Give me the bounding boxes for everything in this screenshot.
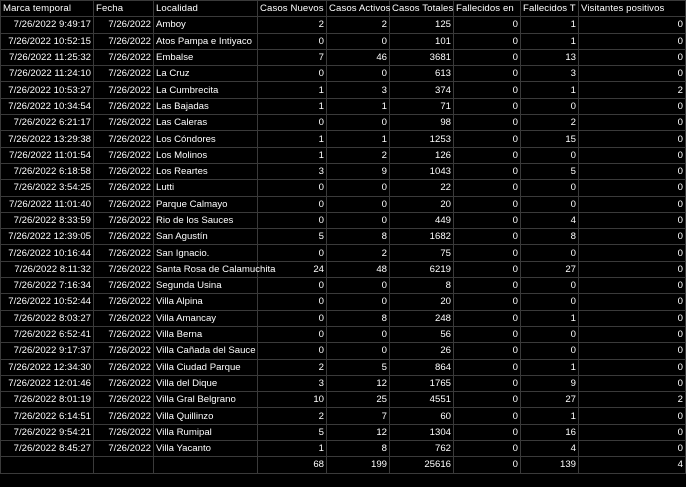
table-cell[interactable]: 7/26/2022 8:03:27 xyxy=(1,310,94,326)
table-cell[interactable]: 1 xyxy=(521,310,579,326)
table-row xyxy=(1,82,686,98)
table-row xyxy=(1,245,686,261)
table-cell[interactable]: 7/26/2022 xyxy=(94,196,154,212)
table-cell[interactable]: 0 xyxy=(521,147,579,163)
table-cell[interactable]: 126 xyxy=(390,147,454,163)
total-casos-activos[interactable]: 199 xyxy=(327,457,390,473)
table-cell[interactable]: Embalse xyxy=(154,49,258,65)
header-fallecidos-t[interactable]: Fallecidos T xyxy=(521,1,579,17)
table-cell[interactable]: 0 xyxy=(579,261,686,277)
table-cell[interactable]: 0 xyxy=(258,212,327,228)
table-cell[interactable]: 8 xyxy=(327,310,390,326)
table-cell[interactable]: Los Reartes xyxy=(154,163,258,179)
table-cell[interactable]: 864 xyxy=(390,359,454,375)
table-cell[interactable]: Lutti xyxy=(154,180,258,196)
table-cell[interactable]: 0 xyxy=(579,310,686,326)
table-row xyxy=(1,392,686,408)
table-cell[interactable]: 7/26/2022 xyxy=(94,49,154,65)
table-cell[interactable]: 2 xyxy=(579,392,686,408)
table-cell[interactable]: 7/26/2022 xyxy=(94,310,154,326)
table-row xyxy=(1,115,686,131)
table-cell[interactable]: 0 xyxy=(579,278,686,294)
table-cell[interactable]: 7/26/2022 8:11:32 xyxy=(1,261,94,277)
table-cell[interactable]: 2 xyxy=(258,17,327,33)
table-cell[interactable]: 0 xyxy=(579,294,686,310)
table-cell[interactable]: 7/26/2022 xyxy=(94,326,154,342)
table-cell[interactable]: 0 xyxy=(521,98,579,114)
table-cell[interactable]: 4551 xyxy=(390,392,454,408)
table-cell[interactable]: 0 xyxy=(327,180,390,196)
table-cell[interactable]: 2 xyxy=(327,17,390,33)
table-cell[interactable]: 0 xyxy=(579,66,686,82)
table-cell[interactable]: 7/26/2022 12:39:05 xyxy=(1,229,94,245)
table-cell[interactable]: 7/26/2022 xyxy=(94,131,154,147)
table-cell[interactable]: 0 xyxy=(454,163,521,179)
table-cell[interactable]: 7/26/2022 8:45:27 xyxy=(1,441,94,457)
table-cell[interactable]: 7/26/2022 8:33:59 xyxy=(1,212,94,228)
table-cell[interactable]: 0 xyxy=(521,326,579,342)
table-cell[interactable]: 1 xyxy=(327,98,390,114)
table-cell[interactable]: Las Caleras xyxy=(154,115,258,131)
table-cell[interactable]: 1682 xyxy=(390,229,454,245)
table-cell[interactable]: 0 xyxy=(454,441,521,457)
table-cell[interactable]: 0 xyxy=(521,278,579,294)
table-row xyxy=(1,131,686,147)
table-cell[interactable]: 7/26/2022 6:18:58 xyxy=(1,163,94,179)
table-cell[interactable]: 0 xyxy=(454,229,521,245)
table-cell[interactable]: 3 xyxy=(258,163,327,179)
table-cell[interactable]: 3 xyxy=(258,375,327,391)
table-cell[interactable]: Rio de los Sauces xyxy=(154,212,258,228)
table-cell[interactable]: 56 xyxy=(390,326,454,342)
table-cell[interactable]: 7/26/2022 11:01:54 xyxy=(1,147,94,163)
table-cell[interactable]: 0 xyxy=(579,375,686,391)
table-cell[interactable]: 22 xyxy=(390,180,454,196)
table-cell[interactable]: 0 xyxy=(454,278,521,294)
table-cell[interactable]: 9 xyxy=(521,375,579,391)
table-row xyxy=(1,147,686,163)
table-cell[interactable]: 7/26/2022 xyxy=(94,392,154,408)
table-row xyxy=(1,196,686,212)
table-cell[interactable]: 7/26/2022 11:25:32 xyxy=(1,49,94,65)
table-cell[interactable]: 0 xyxy=(579,408,686,424)
table-cell[interactable]: 7/26/2022 xyxy=(94,212,154,228)
table-cell[interactable]: 1 xyxy=(258,82,327,98)
table-cell[interactable]: 0 xyxy=(327,278,390,294)
table-cell[interactable]: 9 xyxy=(327,163,390,179)
table-cell[interactable]: 7/26/2022 xyxy=(94,424,154,440)
table-cell[interactable]: 7/26/2022 xyxy=(94,261,154,277)
table-cell[interactable]: 20 xyxy=(390,294,454,310)
table-cell[interactable]: 0 xyxy=(454,294,521,310)
table-cell[interactable]: 613 xyxy=(390,66,454,82)
table-cell[interactable]: 71 xyxy=(390,98,454,114)
table-cell[interactable]: Atos Pampa e Intiyaco xyxy=(154,33,258,49)
table-cell[interactable]: 2 xyxy=(521,115,579,131)
table-cell[interactable]: 0 xyxy=(454,375,521,391)
table-cell[interactable]: 46 xyxy=(327,49,390,65)
table-cell[interactable]: 0 xyxy=(454,131,521,147)
table-cell[interactable]: 0 xyxy=(258,66,327,82)
table-cell[interactable]: 1 xyxy=(258,147,327,163)
header-visitantes-positivos[interactable]: Visitantes positivos xyxy=(579,1,686,17)
table-cell[interactable]: 0 xyxy=(579,17,686,33)
table-cell[interactable]: Villa Amancay xyxy=(154,310,258,326)
table-row xyxy=(1,229,686,245)
table-row xyxy=(1,441,686,457)
table-cell[interactable]: 13 xyxy=(521,49,579,65)
table-cell[interactable]: 0 xyxy=(258,196,327,212)
table-cell[interactable]: 0 xyxy=(579,131,686,147)
header-localidad[interactable]: Localidad xyxy=(154,1,258,17)
header-fecha[interactable]: Fecha xyxy=(94,1,154,17)
table-cell[interactable]: 7/26/2022 xyxy=(94,180,154,196)
table-cell[interactable]: 0 xyxy=(454,98,521,114)
table-row xyxy=(1,424,686,440)
table-cell[interactable]: 0 xyxy=(454,212,521,228)
table-row xyxy=(1,375,686,391)
table-cell[interactable]: 0 xyxy=(579,229,686,245)
table-cell[interactable]: Los Molinos xyxy=(154,147,258,163)
header-casos-activos[interactable]: Casos Activos xyxy=(327,1,390,17)
table-cell[interactable]: 7/26/2022 9:17:37 xyxy=(1,343,94,359)
table-cell[interactable]: 7/26/2022 xyxy=(94,245,154,261)
table-cell[interactable]: 5 xyxy=(521,163,579,179)
table-cell[interactable]: 27 xyxy=(521,392,579,408)
table-cell[interactable]: 7/26/2022 3:54:25 xyxy=(1,180,94,196)
table-cell[interactable]: 1253 xyxy=(390,131,454,147)
table-cell[interactable]: 0 xyxy=(579,212,686,228)
table-cell[interactable]: 0 xyxy=(454,326,521,342)
table-cell[interactable]: 7/26/2022 xyxy=(94,375,154,391)
table-row xyxy=(1,359,686,375)
table-cell[interactable]: La Cumbrecita xyxy=(154,82,258,98)
table-cell[interactable]: 12 xyxy=(327,424,390,440)
table-cell[interactable]: 7/26/2022 8:01:19 xyxy=(1,392,94,408)
table-cell[interactable]: 7/26/2022 xyxy=(94,441,154,457)
table-cell[interactable]: 8 xyxy=(327,229,390,245)
table-cell[interactable]: 0 xyxy=(454,147,521,163)
table-cell[interactable]: 7/26/2022 6:52:41 xyxy=(1,326,94,342)
table-cell[interactable]: 0 xyxy=(327,294,390,310)
table-cell[interactable]: 7/26/2022 xyxy=(94,163,154,179)
header-marca-temporal[interactable]: Marca temporal xyxy=(1,1,94,17)
table-cell[interactable]: 5 xyxy=(327,359,390,375)
table-cell[interactable]: 0 xyxy=(454,49,521,65)
table-row xyxy=(1,66,686,82)
table-cell[interactable]: 0 xyxy=(454,82,521,98)
table-cell[interactable]: 2 xyxy=(327,245,390,261)
table-cell[interactable]: 0 xyxy=(579,326,686,342)
table-cell[interactable]: 0 xyxy=(579,163,686,179)
table-cell[interactable]: 0 xyxy=(258,294,327,310)
table-cell[interactable]: 7 xyxy=(327,408,390,424)
table-cell[interactable]: 7/26/2022 xyxy=(94,359,154,375)
table-cell[interactable]: 5 xyxy=(258,229,327,245)
table-cell[interactable]: 0 xyxy=(579,115,686,131)
table-cell[interactable]: Villa Quillinzo xyxy=(154,408,258,424)
table-cell[interactable]: 7/26/2022 xyxy=(94,294,154,310)
table-cell[interactable]: 0 xyxy=(454,408,521,424)
table-cell[interactable]: 0 xyxy=(327,343,390,359)
table-cell[interactable]: 0 xyxy=(258,245,327,261)
table-cell[interactable]: 0 xyxy=(454,343,521,359)
table-cell[interactable]: 1043 xyxy=(390,163,454,179)
table-cell[interactable]: 2 xyxy=(579,82,686,98)
header-fallecidos-en[interactable]: Fallecidos en xyxy=(454,1,521,17)
table-cell[interactable]: 7/26/2022 xyxy=(94,343,154,359)
table-cell[interactable]: 762 xyxy=(390,441,454,457)
table-cell[interactable]: 0 xyxy=(454,359,521,375)
table-row xyxy=(1,212,686,228)
table-cell[interactable]: 2 xyxy=(258,408,327,424)
table-cell[interactable]: 7/26/2022 9:54:21 xyxy=(1,424,94,440)
table-cell[interactable]: Villa Ciudad Parque xyxy=(154,359,258,375)
table-cell[interactable]: 0 xyxy=(258,278,327,294)
table-cell[interactable]: San Ignacio. xyxy=(154,245,258,261)
table-row xyxy=(1,33,686,49)
table-cell[interactable]: 15 xyxy=(521,131,579,147)
table-cell[interactable]: 7/26/2022 12:34:30 xyxy=(1,359,94,375)
table-cell[interactable]: 3681 xyxy=(390,49,454,65)
table-cell[interactable]: Parque Calmayo xyxy=(154,196,258,212)
table-cell[interactable] xyxy=(1,457,94,473)
table-row xyxy=(1,310,686,326)
table-row xyxy=(1,343,686,359)
table-cell[interactable]: 26 xyxy=(390,343,454,359)
table-cell[interactable]: 7/26/2022 7:16:34 xyxy=(1,278,94,294)
table-cell[interactable]: 7/26/2022 12:01:46 xyxy=(1,375,94,391)
table-cell[interactable]: 1 xyxy=(521,17,579,33)
table-cell[interactable]: 0 xyxy=(454,261,521,277)
total-casos-nuevos[interactable]: 68 xyxy=(258,457,327,473)
table-cell[interactable]: 1 xyxy=(521,359,579,375)
table-cell[interactable]: 3 xyxy=(327,82,390,98)
table-cell[interactable]: 0 xyxy=(327,196,390,212)
table-cell[interactable]: 7/26/2022 xyxy=(94,147,154,163)
table-cell[interactable]: 1304 xyxy=(390,424,454,440)
table-cell[interactable]: 7/26/2022 9:49:17 xyxy=(1,17,94,33)
table-cell[interactable]: 0 xyxy=(258,115,327,131)
table-row xyxy=(1,294,686,310)
table-cell[interactable]: 0 xyxy=(579,33,686,49)
totals-row xyxy=(1,457,686,473)
table-cell[interactable]: 0 xyxy=(327,212,390,228)
table-cell[interactable]: 98 xyxy=(390,115,454,131)
total-casos-totales[interactable]: 25616 xyxy=(390,457,454,473)
table-cell[interactable]: 8 xyxy=(521,229,579,245)
table-cell[interactable]: 7/26/2022 xyxy=(94,229,154,245)
table-row xyxy=(1,163,686,179)
table-cell[interactable]: 0 xyxy=(579,147,686,163)
table-cell[interactable]: 7/26/2022 xyxy=(94,33,154,49)
table-cell[interactable]: 0 xyxy=(579,441,686,457)
table-cell[interactable]: 0 xyxy=(521,343,579,359)
table-cell[interactable]: San Agustín xyxy=(154,229,258,245)
table-cell[interactable]: 2 xyxy=(327,147,390,163)
table-cell[interactable]: 0 xyxy=(579,98,686,114)
table-cell[interactable]: 0 xyxy=(258,180,327,196)
table-cell[interactable]: 20 xyxy=(390,196,454,212)
table-row xyxy=(1,49,686,65)
table-row xyxy=(1,326,686,342)
table-cell[interactable]: 1 xyxy=(521,82,579,98)
table-cell[interactable]: 0 xyxy=(579,245,686,261)
table-cell[interactable]: 7/26/2022 xyxy=(94,115,154,131)
table-cell[interactable]: 7/26/2022 10:34:54 xyxy=(1,98,94,114)
table-cell[interactable]: 0 xyxy=(521,294,579,310)
table-cell[interactable]: Villa Rumipal xyxy=(154,424,258,440)
table-cell[interactable]: 3 xyxy=(521,66,579,82)
table-cell[interactable]: 0 xyxy=(454,392,521,408)
total-fallecidos-t[interactable]: 139 xyxy=(521,457,579,473)
table-cell[interactable]: 48 xyxy=(327,261,390,277)
table-cell[interactable]: 101 xyxy=(390,33,454,49)
header-row xyxy=(1,1,686,17)
table-cell[interactable]: 0 xyxy=(258,33,327,49)
table-cell[interactable]: 0 xyxy=(579,196,686,212)
table-cell[interactable]: 0 xyxy=(454,245,521,261)
header-casos-nuevos[interactable]: Casos Nuevos xyxy=(258,1,327,17)
table-cell[interactable]: 0 xyxy=(327,33,390,49)
table-cell[interactable]: 0 xyxy=(327,66,390,82)
table-cell[interactable]: 7/26/2022 11:24:10 xyxy=(1,66,94,82)
table-cell[interactable]: 248 xyxy=(390,310,454,326)
table-cell[interactable]: 0 xyxy=(454,66,521,82)
table-cell[interactable]: 0 xyxy=(521,196,579,212)
table-cell[interactable]: 16 xyxy=(521,424,579,440)
table-cell[interactable]: 7/26/2022 10:53:27 xyxy=(1,82,94,98)
table-cell[interactable]: 25 xyxy=(327,392,390,408)
table-cell[interactable]: 1 xyxy=(327,131,390,147)
table-cell[interactable] xyxy=(154,457,258,473)
table-row xyxy=(1,261,686,277)
table-cell[interactable]: 7/26/2022 11:01:40 xyxy=(1,196,94,212)
table-cell[interactable]: Las Bajadas xyxy=(154,98,258,114)
table-cell[interactable]: 0 xyxy=(327,326,390,342)
table-cell[interactable]: 5 xyxy=(258,424,327,440)
table-cell[interactable]: 60 xyxy=(390,408,454,424)
table-cell[interactable]: 0 xyxy=(521,245,579,261)
table-cell[interactable]: 7/26/2022 10:52:15 xyxy=(1,33,94,49)
table-row xyxy=(1,180,686,196)
table-cell[interactable]: 24 xyxy=(258,261,327,277)
table-cell[interactable]: 12 xyxy=(327,375,390,391)
table-cell[interactable]: 7/26/2022 xyxy=(94,17,154,33)
table-cell[interactable] xyxy=(94,457,154,473)
table-cell[interactable]: 75 xyxy=(390,245,454,261)
table-cell[interactable]: 0 xyxy=(521,180,579,196)
table-cell[interactable]: 374 xyxy=(390,82,454,98)
table-row xyxy=(1,98,686,114)
total-fallecidos-en[interactable]: 0 xyxy=(454,457,521,473)
table-cell[interactable]: 0 xyxy=(327,115,390,131)
table-cell[interactable]: 7/26/2022 xyxy=(94,408,154,424)
table-cell[interactable]: 7/26/2022 10:52:44 xyxy=(1,294,94,310)
table-cell[interactable]: Villa Yacanto xyxy=(154,441,258,457)
table-row xyxy=(1,408,686,424)
table-cell[interactable]: Villa Alpina xyxy=(154,294,258,310)
table-row xyxy=(1,17,686,33)
table-cell[interactable]: 7/26/2022 6:21:17 xyxy=(1,115,94,131)
table-cell[interactable]: Villa Gral Belgrano xyxy=(154,392,258,408)
table-cell[interactable]: 0 xyxy=(454,310,521,326)
table-cell[interactable]: 7 xyxy=(258,49,327,65)
table-cell[interactable]: Segunda Usina xyxy=(154,278,258,294)
table-cell[interactable]: 4 xyxy=(521,441,579,457)
table-cell[interactable]: 0 xyxy=(258,343,327,359)
table-cell[interactable]: Santa Rosa de Calamuchita xyxy=(154,261,258,277)
table-cell[interactable]: 6219 xyxy=(390,261,454,277)
table-cell[interactable]: 0 xyxy=(454,33,521,49)
table-cell[interactable]: 1 xyxy=(258,441,327,457)
table-cell[interactable]: 7/26/2022 xyxy=(94,66,154,82)
table-cell[interactable]: Amboy xyxy=(154,17,258,33)
table-cell[interactable]: 27 xyxy=(521,261,579,277)
table-cell[interactable]: 8 xyxy=(327,441,390,457)
table-cell[interactable]: 0 xyxy=(258,310,327,326)
table-cell[interactable]: 1 xyxy=(521,33,579,49)
table-cell[interactable]: 0 xyxy=(579,343,686,359)
table-cell[interactable]: 7/26/2022 xyxy=(94,278,154,294)
table-cell[interactable]: Villa del Dique xyxy=(154,375,258,391)
table-cell[interactable]: 0 xyxy=(258,326,327,342)
table-cell[interactable]: Villa Cañada del Sauce xyxy=(154,343,258,359)
table-cell[interactable]: 449 xyxy=(390,212,454,228)
table-cell[interactable]: 7/26/2022 10:16:44 xyxy=(1,245,94,261)
table-cell[interactable]: 4 xyxy=(521,212,579,228)
table-cell[interactable]: La Cruz xyxy=(154,66,258,82)
table-cell[interactable]: 7/26/2022 xyxy=(94,98,154,114)
table-cell[interactable]: 0 xyxy=(454,196,521,212)
table-cell[interactable]: 0 xyxy=(454,180,521,196)
table-cell[interactable]: 0 xyxy=(454,115,521,131)
table-cell[interactable]: 1 xyxy=(521,408,579,424)
table-cell[interactable]: 8 xyxy=(390,278,454,294)
table-cell[interactable]: 0 xyxy=(579,180,686,196)
table-cell[interactable]: 7/26/2022 6:14:51 xyxy=(1,408,94,424)
table-row xyxy=(1,278,686,294)
table-cell[interactable]: Los Cóndores xyxy=(154,131,258,147)
table-cell[interactable]: 125 xyxy=(390,17,454,33)
table-cell[interactable]: 2 xyxy=(258,359,327,375)
table-cell[interactable]: 7/26/2022 xyxy=(94,82,154,98)
total-visitantes-positivos[interactable]: 4 xyxy=(579,457,686,473)
header-casos-totales[interactable]: Casos Totales xyxy=(390,1,454,17)
table-body xyxy=(1,17,686,457)
table-cell[interactable]: 7/26/2022 13:29:38 xyxy=(1,131,94,147)
table-cell[interactable]: 0 xyxy=(579,359,686,375)
table-cell[interactable]: 0 xyxy=(454,424,521,440)
table-cell[interactable]: 1 xyxy=(258,98,327,114)
table-cell[interactable]: 0 xyxy=(579,424,686,440)
table-cell[interactable]: 0 xyxy=(579,49,686,65)
table-cell[interactable]: Villa Berna xyxy=(154,326,258,342)
table-cell[interactable]: 1 xyxy=(258,131,327,147)
table-cell[interactable]: 0 xyxy=(454,17,521,33)
table-cell[interactable]: 10 xyxy=(258,392,327,408)
table-cell[interactable]: 1765 xyxy=(390,375,454,391)
